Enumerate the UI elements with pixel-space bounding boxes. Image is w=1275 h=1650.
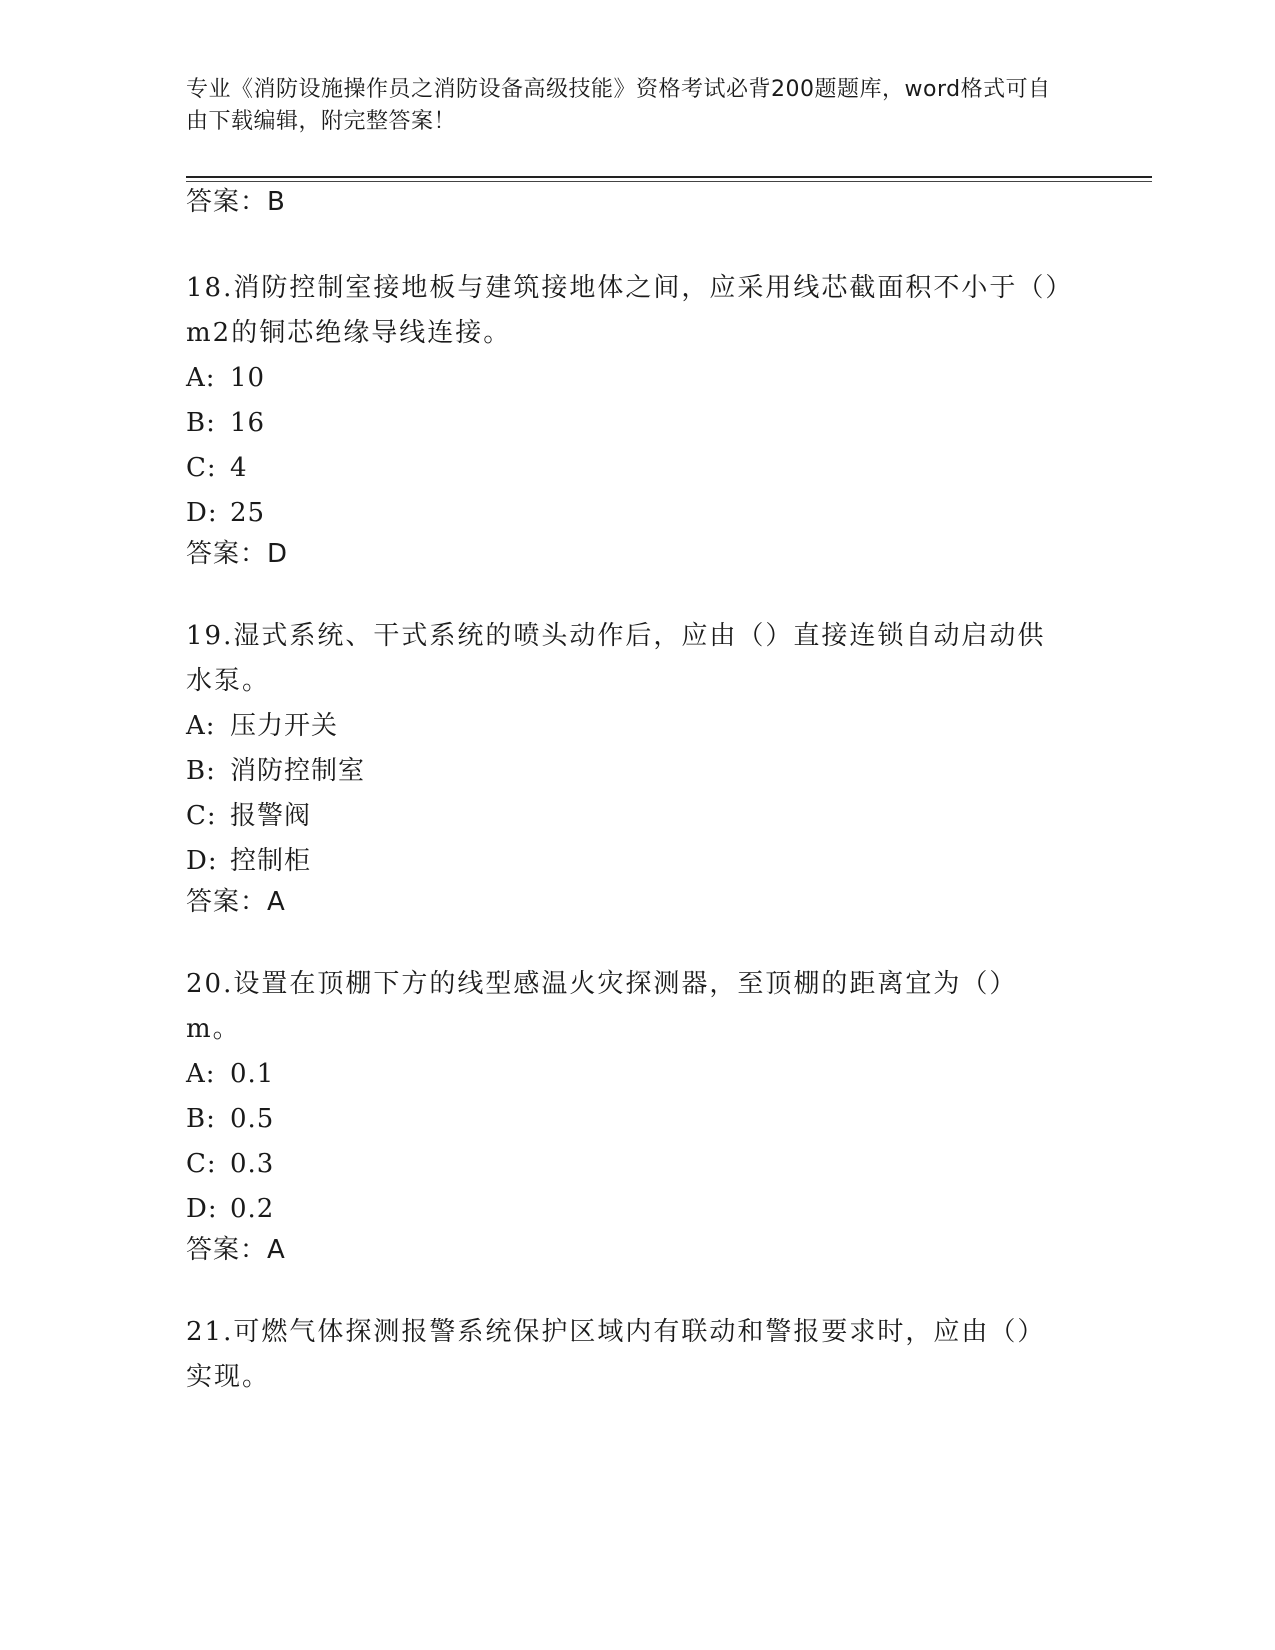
- option-b: [186, 749, 1086, 794]
- option-letter: D:: [186, 1194, 218, 1224]
- option-letter: A:: [186, 363, 216, 393]
- question-text: 18.消防控制室接地板与建筑接地体之间，应采用线芯截面积不小于（）m2的铜芯绝缘导线连接。: [186, 273, 1061, 348]
- answer-line: 答案：A: [186, 887, 286, 917]
- option-letter: C:: [186, 453, 217, 483]
- answer-line: 答案：D: [186, 539, 289, 569]
- option-a: [186, 1052, 1086, 1097]
- previous-answer: 答案：B: [186, 187, 286, 217]
- option-value: 4: [230, 453, 248, 483]
- option-d: [186, 839, 1086, 884]
- option-a: [186, 356, 1086, 401]
- option-letter: B:: [186, 756, 216, 786]
- option-value: 消防控制室: [230, 756, 366, 786]
- option-value: 控制柜: [230, 846, 312, 876]
- question-text: 20.设置在顶棚下方的线型感温火灾探测器，至顶棚的距离宜为（）m。: [186, 969, 1018, 1044]
- option-c: [186, 446, 1086, 491]
- option-value: 0.3: [230, 1149, 275, 1179]
- option-value: 0.2: [230, 1194, 275, 1224]
- header-divider-thick: [186, 176, 1152, 178]
- option-letter: A:: [186, 1059, 216, 1089]
- document-header: 专业《消防设施操作员之消防设备高级技能》资格考试必背200题题库，word格式可自由下载编辑，附完整答案！: [186, 77, 1051, 134]
- option-a: [186, 704, 1086, 749]
- question-19: [186, 614, 1086, 920]
- option-c: [186, 794, 1086, 839]
- option-letter: C:: [186, 801, 217, 831]
- option-letter: C:: [186, 1149, 217, 1179]
- question-18: [186, 266, 1086, 572]
- option-value: 0.1: [230, 1059, 275, 1089]
- answer-line: 答案：A: [186, 1235, 286, 1265]
- option-b: [186, 1097, 1086, 1142]
- option-letter: D:: [186, 498, 218, 528]
- option-value: 25: [230, 498, 266, 528]
- question-text: 19.湿式系统、干式系统的喷头动作后，应由（）直接连锁自动启动供水泵。: [186, 621, 1046, 696]
- question-text: 21.可燃气体探测报警系统保护区域内有联动和警报要求时，应由（）实现。: [186, 1317, 1046, 1392]
- question-21: [186, 1310, 1086, 1400]
- option-value: 报警阀: [230, 801, 312, 831]
- option-d: [186, 491, 1086, 536]
- option-b: [186, 401, 1086, 446]
- option-value: 压力开关: [230, 711, 339, 741]
- header-divider-thin: [186, 181, 1152, 182]
- option-d: [186, 1187, 1086, 1232]
- option-value: 10: [230, 363, 266, 393]
- option-c: [186, 1142, 1086, 1187]
- question-20: [186, 962, 1086, 1268]
- option-letter: B:: [186, 408, 216, 438]
- option-letter: A:: [186, 711, 216, 741]
- option-value: 0.5: [230, 1104, 275, 1134]
- option-letter: B:: [186, 1104, 216, 1134]
- option-letter: D:: [186, 846, 218, 876]
- option-value: 16: [230, 408, 266, 438]
